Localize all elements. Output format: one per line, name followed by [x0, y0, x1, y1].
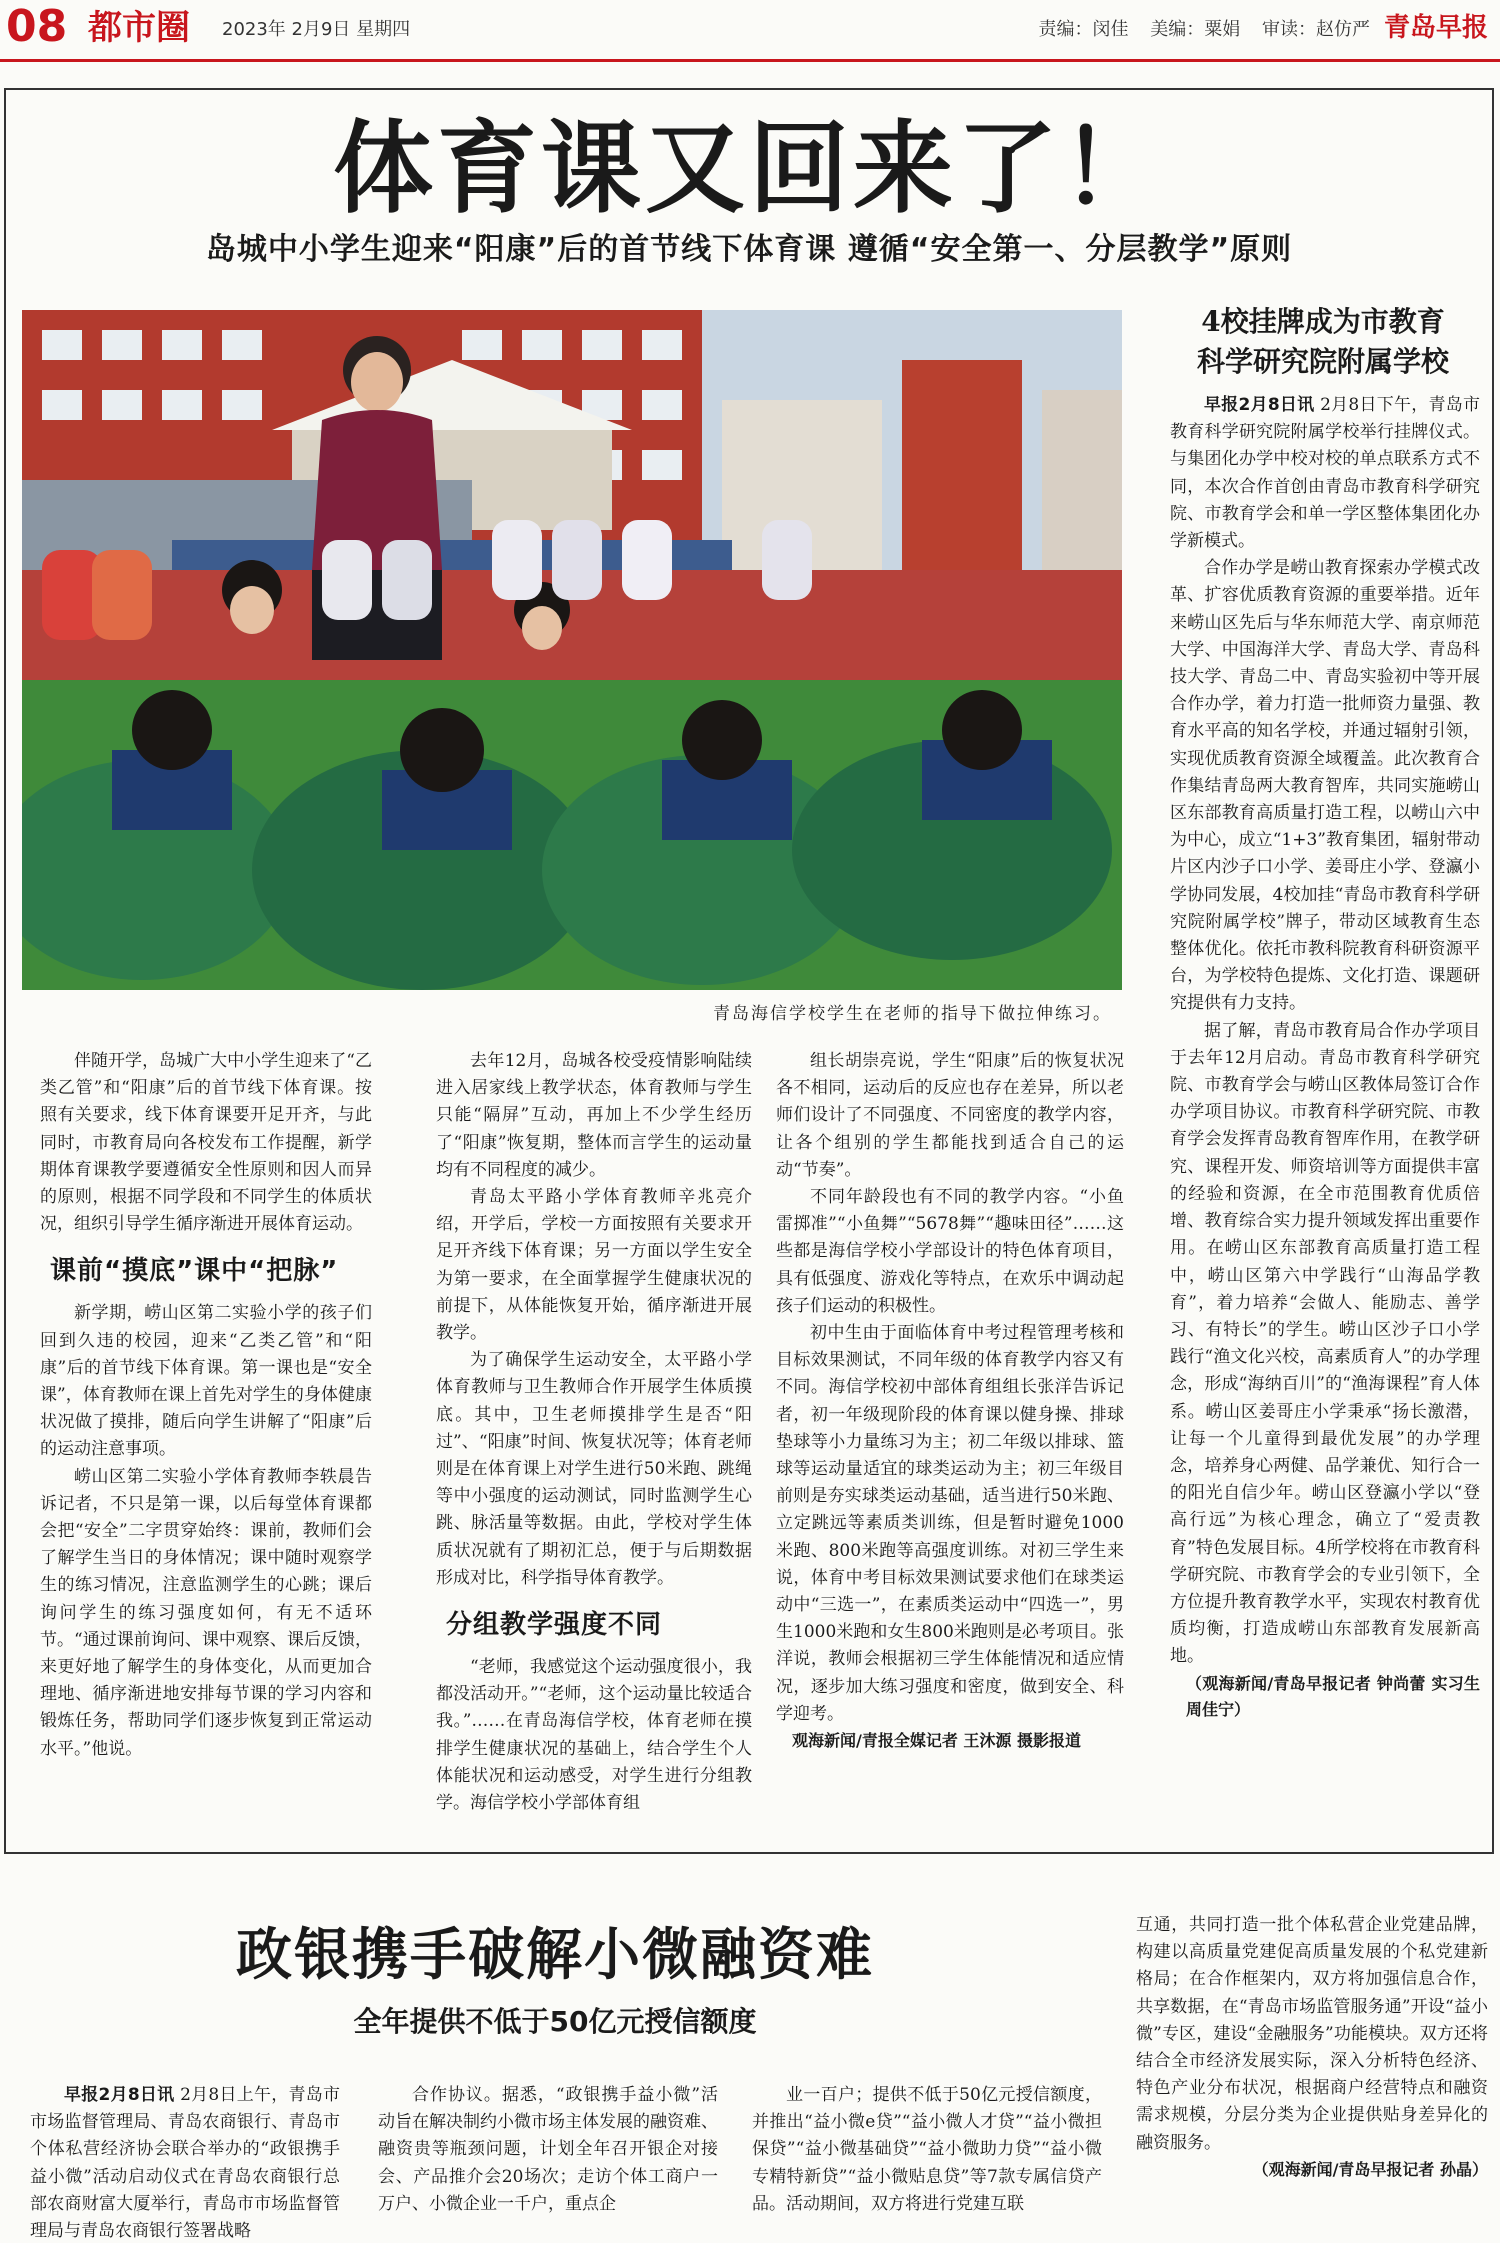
main-column-3	[776, 1048, 1124, 1754]
bottom-credit: （观海新闻/青岛早报记者 孙晶）	[1252, 2159, 1488, 2179]
sidebar-body	[1170, 392, 1480, 1723]
body-paragraph: 为了确保学生运动安全，太平路小学体育教师与卫生教师合作开展学生体质摸底。其中，卫生老师摸排学生是否“阳过”、“阳康”时间、恢复状况等；体育老师则是在体育课上对学生进行50米跑、跳绳等中小强度的运动测试，同时监测学生心跳、脉活量等数据。由此，学校对学生体质状况就有了期初汇总，便于与后期数据形成对比，科学指导体育教学。	[436, 1350, 752, 1588]
editor: 责编：闵佳	[1038, 19, 1129, 40]
sidebar-title-line-1: 4校挂牌成为市教育	[1201, 305, 1445, 338]
photo-illustration	[22, 310, 1122, 990]
bottom-column-2: 合作协议。据悉，“政银携手益小微”活动旨在解决制约小微市场主体发展的融资难、融资贵等瓶颈问题，计划全年召开银企对接会、产品推介会20场次；走访个体工商户一万户、小微企业一千户，重点企	[378, 2085, 718, 2214]
body-paragraph: 组长胡崇亮说，学生“阳康”后的恢复状况各不相同，运动后的反应也存在差异，所以老师们设计了不同强度、不同密度的教学内容，让各个组别的学生都能找到适合自己的运动“节奏”。	[776, 1051, 1124, 1180]
section-heading-1: 课前“摸底”课中“把脉”	[50, 1256, 339, 1287]
sidebar-paragraph: 据了解，青岛市教育局合作办学项目于去年12月启动。青岛市教育科学研究院、市教育学会与崂山区教体局签订合作办学项目协议。市教育科学研究院、市教育学会发挥青岛教育智库作用，在教学研究、课程开发、师资培训等方面提供丰富的经验和资源，在全市范围教育优质倍增、教育综合实力提升领域发挥出重要作用。在崂山区东部教育高质量打造工程中，崂山区第六中学践行“山海品学教育”，着力培养“会做人、能励志、善学习、有特长”的学生。崂山区沙子口小学践行“渔文化兴校，高素质育人”的办学理念，形成“海纳百川”的“渔海课程”育人体系。崂山区姜哥庄小学秉承“扬长激潜，让每一个儿童得到最优发展”的办学理念，培养身心两健、品学兼优、知行合一的阳光自信少年。崂山区登瀛小学以“登高行远”为核心理念，确立了“爱责教育”特色发展目标。4所学校将在市教育科学研究院、市教育学会的专业引领下，全方位提升教育教学水平，实现农村教育优质均衡，打造成崂山东部教育发展新高地。	[1170, 1020, 1480, 1667]
issue-date: 2023年 2月9日 星期四	[222, 19, 411, 40]
section-heading-2: 分组教学强度不同	[446, 1610, 663, 1641]
bottom-column-3: 业一百户；提供不低于50亿元授信额度，并推出“益小微e贷”“益小微人才贷”“益小微担保贷”“益小微基础贷”“益小微助力贷”“益小微专精特新贷”“益小微贴息贷”等7款专属信贷产品。活动期间，双方将进行党建互联	[752, 2085, 1102, 2214]
sidebar-title-line-2: 科学研究院附属学校	[1196, 345, 1449, 378]
bottom-column-4: 互通，共同打造一批个体私营企业党建品牌，构建以高质量党建促高质量发展的个私党建新格局；在合作框架内，双方将加强信息合作，共享数据，在“青岛市场监管服务通”开设“益小微”专区，建设“金融服务”功能模块。双方还将结合全市经济发展实际，深入分析特色经济、特色产业分布状况，根据商户经营特点和融资需求规模，分层分类为企业提供贴身差异化的融资服务。 （观海新闻/青岛早报记者 孙晶）	[1136, 1912, 1488, 2242]
masthead	[0, 0, 1500, 62]
body-paragraph: 不同年龄段也有不同的教学内容。“小鱼雷掷准”“小鱼舞”“5678舞”“趣味田径”……这些都是海信学校小学部设计的特色体育项目，具有低强度、游戏化等特点，在欢乐中调动起孩子们运动的积极性。	[776, 1187, 1124, 1316]
main-column-2	[436, 1048, 752, 1817]
main-headline: 体育课又回来了！	[333, 109, 1165, 227]
bottom-subhead: 全年提供不低于50亿元授信额度	[353, 2005, 757, 2038]
body-paragraph: 崂山区第二实验小学体育教师李轶晨告诉记者，不只是第一课，以后每堂体育课都会把“安全”二字贯穿始终：课前，教师们会了解学生当日的身体情况；课中随时观察学生的练习情况，注意监测学生的心跳；课后询问学生的练习强度如何，有无不适环节。“通过课前询问、课中观察、课后反馈，来更好地了解学生的身体变化，从而更加合理地、循序渐进地安排每节课的学习内容和锻炼任务，帮助同学们逐步恢复到正常运动水平。”他说。	[40, 1466, 372, 1759]
main-column-1	[40, 1048, 372, 1763]
body-paragraph: 青岛太平路小学体育教师辛兆亮介绍，开学后，学校一方面按照有关要求开足开齐线下体育课；另一方面以学生安全为第一要求，在全面掌握学生健康状况的前提下，从体能恢复开始，循序渐进开展教学。	[436, 1187, 752, 1344]
paper-logo: 青岛早报	[1383, 13, 1488, 43]
art-editor: 美编：粟娟	[1150, 19, 1241, 40]
bottom-dateline: 早报2月8日讯	[64, 2085, 175, 2105]
sidebar-paragraph: 合作办学是崂山教育探索办学模式改革、扩容优质教育资源的重要举措。近年来崂山区先后与华东师范大学、南京师范大学、中国海洋大学、青岛大学、青岛科技大学、青岛二中、青岛实验初中等开展合作办学，着力打造一批师资力量强、教育水平高的知名学校，并通过辐射引领，实现优质教育资源全域覆盖。此次教育合作集结青岛两大教育智库，共同实施崂山区东部教育高质量打造工程，以崂山六中为中心，成立“1+3”教育集团，辐射带动片区内沙子口小学、姜哥庄小学、登瀛小学协同发展，4校加挂“青岛市教育科学研究院附属学校”牌子，带动区域教育生态整体优化。依托市教科院教育科研资源平台，为学校特色提炼、文化打造、课题研究提供有力支持。	[1170, 558, 1480, 1014]
photo-caption: 青岛海信学校学生在老师的指导下做拉伸练习。	[713, 1004, 1112, 1024]
sidebar-paragraph: 早报2月8日讯 2月8日下午，青岛市教育科学研究院附属学校举行挂牌仪式。与集团化办学中校对校的单点联系方式不同，本次合作首创由青岛市教育科学研究院、市教育学会和单一学区整体集团化办学新模式。	[1170, 395, 1480, 552]
reporter-credit: 观海新闻/青报全媒记者 王沐源 摄影报道	[792, 1731, 1081, 1751]
body-paragraph: “老师，我感觉这个运动强度很小，我都没活动开。”“老师，这个运动量比较适合我。”……在青岛海信学校，体育老师在摸排学生健康状况的基础上，结合学生个人体能状况和运动感受，对学生进行分组教学。海信学校小学部体育组	[436, 1657, 752, 1814]
bottom-column-1: 早报2月8日讯 2月8日上午，青岛市市场监督管理局、青岛农商银行、青岛市个体私营经济协会联合举办的“政银携手益小微”活动启动仪式在青岛农商银行总部农商财富大厦举行，青岛市市场监督管理局与青岛农商银行签署战略	[30, 2085, 340, 2242]
section-name: 都市圈	[88, 8, 190, 48]
main-article	[4, 88, 1494, 1854]
body-paragraph: 新学期，崂山区第二实验小学的孩子们回到久违的校园，迎来“乙类乙管”和“阳康”后的首节线下体育课。第一课也是“安全课”，体育教师在课上首先对学生的身体健康状况做了摸排，随后向学生讲解了“阳康”后的运动注意事项。	[40, 1303, 372, 1460]
intro-paragraph: 伴随开学，岛城广大中小学生迎来了“乙类乙管”和“阳康”后的首节线下体育课。按照有关要求，线下体育课要开足开齐，与此同时，市教育局向各校发布工作提醒，新学期体育课教学要遵循安全性原则和因人而异的原则，根据不同学段和不同学生的体质状况，组织引导学生循序渐进开展体育运动。	[40, 1051, 372, 1235]
sidebar-dateline: 早报2月8日讯	[1204, 395, 1315, 415]
reviewer: 审读：赵仿严	[1262, 19, 1370, 40]
body-paragraph: 去年12月，岛城各校受疫情影响陆续进入居家线上教学状态，体育教师与学生只能“隔屏”互动，再加上不少学生经历了“阳康”恢复期，整体而言学生的运动量均有不同程度的减少。	[436, 1051, 752, 1180]
body-paragraph: 初中生由于面临体育中考过程管理考核和目标效果测试，不同年级的体育教学内容又有不同。海信学校初中部体育组组长张洋告诉记者，初一年级现阶段的体育课以健身操、排球垫球等小力量练习为主；初二年级以排球、篮球等运动量适宜的球类运动为主；初三年级目前则是夯实球类运动基础，适当进行50米跑、立定跳远等素质类训练，但是暂时避免1000米跑、800米跑等高强度训练。对初三学生来说，体育中考目标效果测试要求他们在球类运动中“三选一”，在素质类运动中“四选一”，男生1000米跑和女生800米跑则是必考项目。张洋说，教师会根据初三学生体能情况和适应情况，逐步加大练习强度和密度，做到安全、科学迎考。	[776, 1323, 1124, 1724]
sidebar-credit: （观海新闻/青岛早报记者 钟尚蕾 实习生 周佳宁）	[1186, 1673, 1480, 1719]
bottom-headline: 政银携手破解小微融资难	[236, 1922, 874, 1988]
editor-credits	[1023, 18, 1370, 42]
page-number: 08	[6, 1, 68, 52]
main-subhead: 岛城中小学生迎来“阳康”后的首节线下体育课 遵循“安全第一、分层教学”原则	[205, 232, 1293, 267]
sports-class-photo	[22, 310, 1122, 990]
sidebar-title	[1164, 302, 1482, 382]
